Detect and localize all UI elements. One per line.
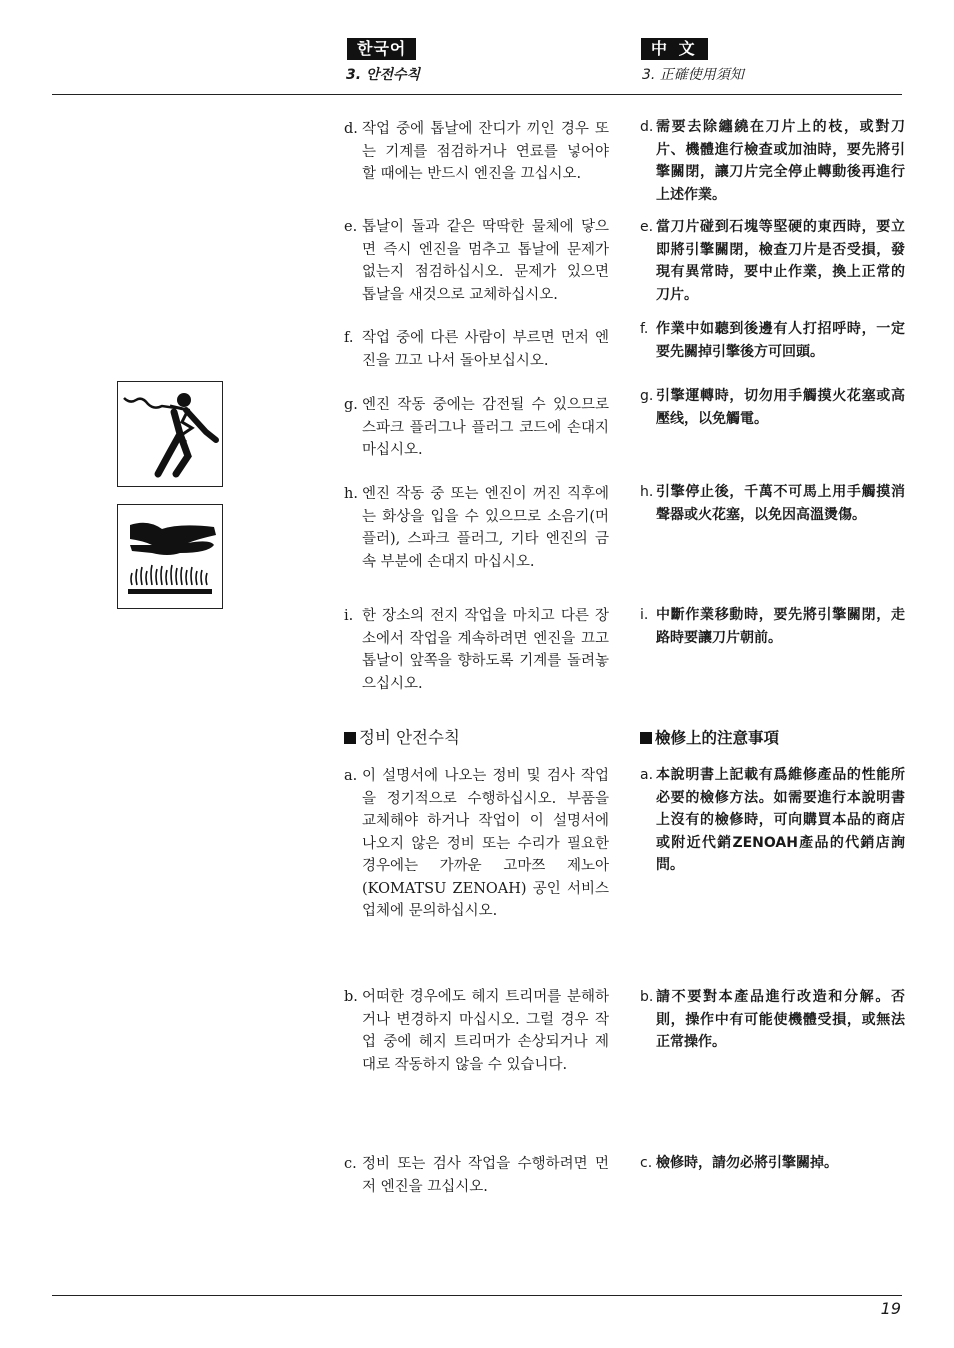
item-text: 請不要對本產品進行改造和分解。否則，操作中有可能使機體受損，或無法正常操作。: [656, 989, 905, 1050]
item-text: 엔진 작동 중 또는 엔진이 꺼진 직후에는 화상을 입을 수 있으므로 소음기(머플러), 스파크 플러그, 기타 엔진의 금속 부분에 손대지 마십시오.: [362, 486, 609, 570]
chinese-language-tag: 中 文: [641, 38, 708, 60]
hot-surface-warning-icon: [117, 504, 223, 609]
chinese-maintenance-b: [640, 986, 905, 1054]
chinese-item-g: [640, 385, 905, 430]
item-label: h.: [640, 484, 654, 500]
chinese-item-i: [640, 604, 905, 649]
item-label: b.: [344, 989, 358, 1005]
item-label: b.: [640, 989, 654, 1005]
item-label: f.: [344, 330, 354, 346]
item-text: 檢修時，請勿必將引擎關掉。: [656, 1155, 838, 1171]
item-text: 정비 또는 검사 작업을 수행하려면 먼저 엔진을 끄십시오.: [362, 1156, 609, 1195]
item-text: 톱날이 돌과 같은 딱딱한 물체에 닿으면 즉시 엔진을 멈추고 톱날에 문제가 없는지 점검하십시오. 문제가 있으면 톱날을 새것으로 교체하십시오.: [362, 219, 609, 303]
item-label: i.: [344, 608, 354, 624]
korean-maintenance-heading: [344, 727, 609, 750]
footer-divider: [52, 1295, 902, 1296]
item-text: 引擎運轉時，切勿用手觸摸火花塞或高壓线，以免觸電。: [656, 388, 905, 427]
item-text: 中斷作業移動時，要先將引擎關閉，走路時要讓刀片朝前。: [656, 607, 905, 646]
item-text: 작업 중에 다른 사람이 부르면 먼저 엔진을 끄고 나서 돌아보십시오.: [362, 330, 609, 369]
chinese-section-title: 3. 正確使用須知: [642, 67, 744, 83]
item-label: d.: [640, 119, 654, 135]
page-number: 19: [880, 1299, 901, 1318]
item-label: e.: [344, 219, 358, 235]
korean-maintenance-b: [344, 986, 609, 1076]
item-label: d.: [344, 121, 358, 137]
korean-section-title: 3. 안전수칙: [346, 67, 421, 83]
item-label: a.: [640, 767, 654, 783]
chinese-item-f: [640, 318, 905, 363]
item-label: f.: [640, 321, 649, 337]
heading-text: 檢修上的注意事項: [655, 729, 780, 747]
item-text: 當刀片碰到石塊等堅硬的東西時，要立即將引擎關閉，檢查刀片是否受損，發現有異常時，要中止作業，換上正常的刀片。: [656, 219, 905, 303]
korean-item-d: [344, 118, 609, 186]
item-label: a.: [344, 768, 358, 784]
korean-maintenance-a: [344, 765, 609, 923]
item-text: 작업 중에 톱날에 잔디가 끼인 경우 또는 기계를 점검하거나 연료를 넣어야 할 때에는 반드시 엔진을 끄십시오.: [362, 121, 609, 182]
korean-item-e: [344, 216, 609, 306]
chinese-item-h: [640, 481, 905, 526]
item-label: i.: [640, 607, 649, 623]
item-text: 어떠한 경우에도 헤지 트리머를 분해하거나 변경하지 마십시오. 그럴 경우 작업 중에 헤지 트리머가 손상되거나 제대로 작동하지 않을 수 있습니다.: [362, 989, 609, 1073]
item-label: h.: [344, 486, 358, 502]
header-divider: [52, 94, 902, 95]
item-label: c.: [344, 1156, 357, 1172]
chinese-maintenance-a: [640, 764, 905, 877]
chinese-maintenance-c: [640, 1152, 905, 1175]
bullet-square: [640, 732, 652, 744]
chinese-item-d: [640, 116, 905, 206]
item-text: 엔진 작동 중에는 감전될 수 있으므로 스파크 플러그나 플러그 코드에 손대지 마십시오.: [362, 397, 609, 458]
item-text: 引擎停止後，千萬不可馬上用手觸摸消聲器或火花塞，以免因高溫燙傷。: [656, 484, 905, 523]
chinese-maintenance-heading: [640, 727, 905, 750]
item-text: 作業中如聽到後邊有人打招呼時，一定要先關掉引擎後方可回頭。: [656, 321, 905, 360]
korean-item-g: [344, 394, 609, 462]
item-text: 需要去除纏繞在刀片上的枝，或對刀片、機體進行檢查或加油時，要先將引擎關閉，讓刀片完全停止轉動後再進行上述作業。: [656, 119, 905, 203]
item-label: e.: [640, 219, 654, 235]
item-label: g.: [344, 397, 358, 413]
electric-shock-warning-icon: [117, 381, 223, 487]
korean-item-h: [344, 483, 609, 573]
heading-text: 정비 안전수칙: [359, 728, 460, 747]
item-label: c.: [640, 1155, 653, 1171]
item-label: g.: [640, 388, 654, 404]
bullet-square: [344, 732, 356, 744]
korean-language-tag: 한국어: [347, 38, 416, 60]
item-text: 이 설명서에 나오는 정비 및 검사 작업을 정기적으로 수행하십시오. 부품을 교체해야 하거나 작업이 이 설명서에 나오지 않은 정비 또는 수리가 필요한 경우에는 가까운 고마쯔 제노아 (KOMATSU ZENOAH) 공인 서비스 업체에 문의하십시오.: [362, 768, 609, 919]
item-text: 한 장소의 전지 작업을 마치고 다른 장소에서 작업을 계속하려면 엔진을 끄고 톱날이 앞쪽을 향하도록 기계를 돌려놓으십시오.: [362, 608, 609, 692]
korean-maintenance-c: [344, 1153, 609, 1198]
korean-item-i: [344, 605, 609, 695]
chinese-item-e: [640, 216, 905, 306]
item-text: 本說明書上記載有爲維修產品的性能所必要的檢修方法。如需要進行本說明書上沒有的檢修時，可向購買本品的商店或附近代銷ZENOAH產品的代銷店詢問。: [656, 767, 905, 873]
korean-item-f: [344, 327, 609, 372]
